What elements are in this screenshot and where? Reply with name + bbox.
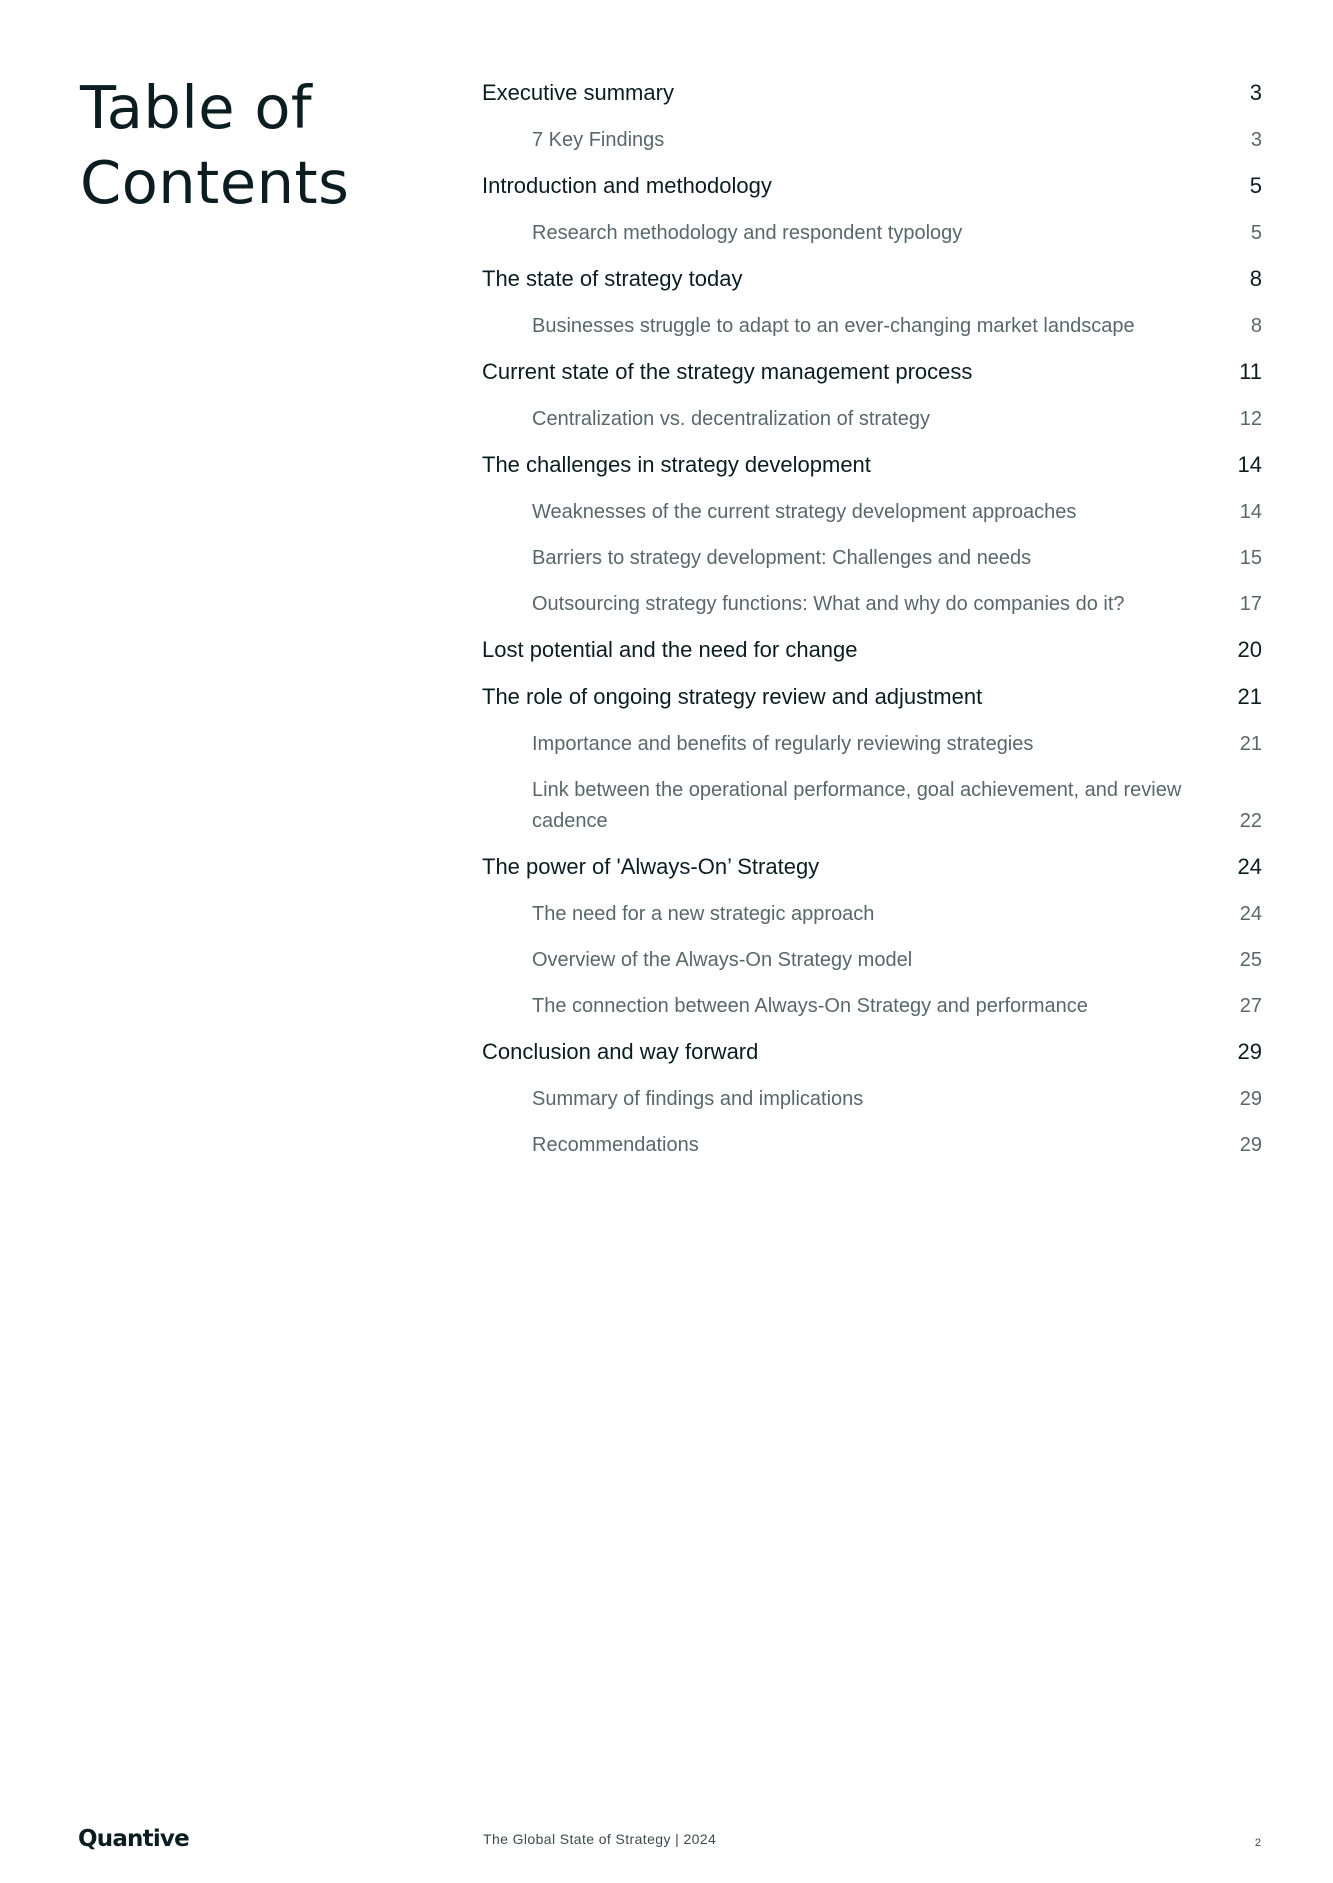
- toc-entry-page: 27: [1239, 995, 1262, 1017]
- toc-entry-outsourcing[interactable]: [482, 589, 1262, 620]
- toc-entry-label: The role of ongoing strategy review and adjustment: [482, 684, 983, 709]
- toc-entry-label: Importance and benefits of regularly reviewing strategies: [532, 733, 1034, 755]
- toc-entry-page: 21: [1237, 684, 1262, 709]
- toc-entry-label: Overview of the Always-On Strategy model: [532, 949, 913, 971]
- quantive-logo: Quantive: [78, 1826, 189, 1852]
- toc-entry-challenges[interactable]: [482, 450, 1262, 480]
- toc-entry-page: 3: [1249, 80, 1262, 105]
- toc-entry-label: Businesses struggle to adapt to an ever-changing market landscape: [532, 315, 1135, 337]
- footer-document-title: The Global State of Strategy | 2024: [483, 1831, 717, 1847]
- toc-entry-label: Weaknesses of the current strategy development approaches: [532, 501, 1077, 523]
- toc-entry-page: 15: [1239, 547, 1262, 569]
- toc-entry-page: 29: [1237, 1039, 1262, 1064]
- toc-entry-barriers[interactable]: [482, 543, 1262, 574]
- toc-entry-page: 5: [1250, 222, 1262, 244]
- toc-entry-page: 22: [1239, 810, 1262, 832]
- toc-entry-page: 8: [1250, 315, 1262, 337]
- toc-entry-lost-potential[interactable]: [482, 635, 1262, 665]
- toc-entry-new-approach[interactable]: [482, 899, 1262, 930]
- toc-entry-key-findings[interactable]: [482, 125, 1262, 156]
- toc-entry-ongoing-review[interactable]: [482, 682, 1262, 712]
- page-title-line-1: Table of: [80, 73, 313, 142]
- toc-entry-label: Centralization vs. decentralization of strategy: [532, 408, 930, 430]
- toc-entry-page: 17: [1239, 593, 1262, 615]
- toc-entry-label: Research methodology and respondent typology: [532, 222, 963, 244]
- toc-entry-page: 14: [1239, 501, 1262, 523]
- toc-entry-label: Lost potential and the need for change: [482, 637, 858, 662]
- toc-entry-importance-benefits[interactable]: [482, 729, 1262, 760]
- toc-entry-page: 25: [1239, 949, 1262, 971]
- toc-entry-label: The power of 'Always-On’ Strategy: [482, 854, 820, 879]
- toc-entry-label: Executive summary: [482, 80, 674, 105]
- toc-entry-model-overview[interactable]: [482, 945, 1262, 976]
- toc-entry-weaknesses[interactable]: [482, 497, 1262, 528]
- toc-entry-always-on-power[interactable]: [482, 852, 1262, 882]
- toc-entry-centralization[interactable]: [482, 404, 1262, 435]
- toc-entry-operational-link[interactable]: [482, 775, 1262, 837]
- toc-entry-page: 24: [1239, 903, 1262, 925]
- toc-entry-label: The need for a new strategic approach: [532, 903, 875, 925]
- toc-entry-state-of-strategy[interactable]: [482, 264, 1262, 294]
- toc-entry-introduction[interactable]: [482, 171, 1262, 201]
- toc-entry-label: Summary of findings and implications: [532, 1088, 864, 1110]
- page-title-line-2: Contents: [80, 148, 350, 217]
- toc-entry-performance-connection[interactable]: [482, 991, 1262, 1022]
- toc-entry-label: The challenges in strategy development: [482, 452, 871, 477]
- toc-entry-label: Link between the operational performance, goal achievement, and review cadence: [532, 779, 1182, 832]
- toc-entry-page: 29: [1239, 1134, 1262, 1156]
- toc-entry-current-state[interactable]: [482, 357, 1262, 387]
- toc-entry-label: Current state of the strategy management process: [482, 359, 973, 384]
- toc-entry-label: Outsourcing strategy functions: What and why do companies do it?: [532, 593, 1125, 615]
- toc-entry-label: Recommendations: [532, 1134, 699, 1156]
- toc-entry-page: 14: [1237, 452, 1262, 477]
- toc-entry-page: 11: [1239, 359, 1262, 384]
- toc-entry-label: Barriers to strategy development: Challenges and needs: [532, 547, 1032, 569]
- toc-entry-executive-summary[interactable]: [482, 78, 1262, 108]
- toc-entry-page: 8: [1249, 266, 1262, 291]
- page-title: [80, 70, 349, 220]
- toc-entry-page: 21: [1239, 733, 1262, 755]
- toc-entry-page: 12: [1239, 408, 1262, 430]
- toc-entry-label: Conclusion and way forward: [482, 1039, 759, 1064]
- toc-entry-label: Introduction and methodology: [482, 173, 772, 198]
- toc-entry-conclusion[interactable]: [482, 1037, 1262, 1067]
- toc-entry-label: 7 Key Findings: [532, 129, 665, 151]
- toc-entry-businesses-struggle[interactable]: [482, 311, 1262, 342]
- toc-entry-label: The connection between Always-On Strategy and performance: [532, 995, 1088, 1017]
- toc-entry-label: The state of strategy today: [482, 266, 743, 291]
- footer-page-number: 2: [1254, 1837, 1261, 1849]
- toc-entry-research-methodology[interactable]: [482, 218, 1262, 249]
- toc-entry-recommendations[interactable]: [482, 1130, 1262, 1161]
- toc-entry-page: 5: [1249, 173, 1262, 198]
- toc-entry-page: 3: [1250, 129, 1262, 151]
- toc-entry-summary-findings[interactable]: [482, 1084, 1262, 1115]
- toc-entry-page: 20: [1237, 637, 1262, 662]
- toc-entry-page: 24: [1237, 854, 1262, 879]
- table-of-contents: [482, 78, 1262, 1176]
- toc-entry-page: 29: [1239, 1088, 1262, 1110]
